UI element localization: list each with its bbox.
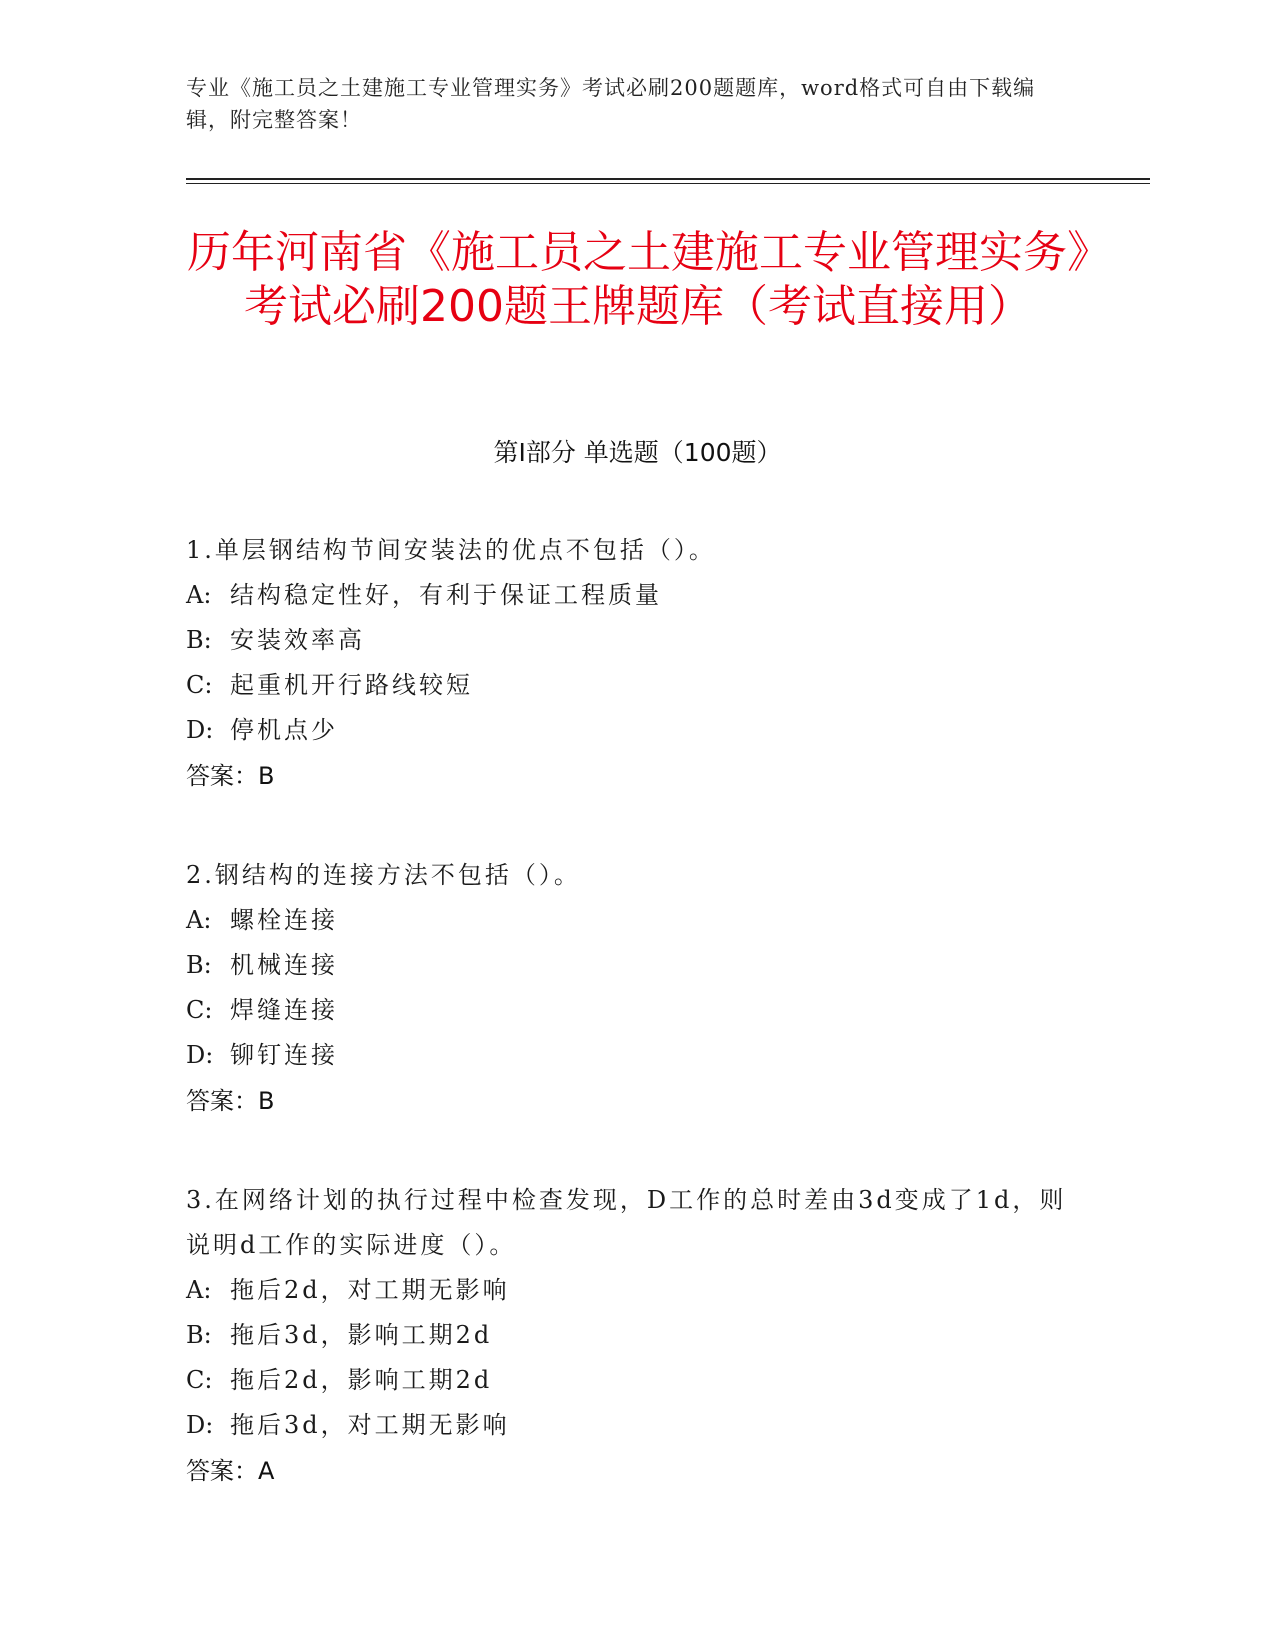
option-d (186, 1033, 1086, 1078)
question-1 (186, 528, 1086, 799)
question-stem: 1.单层钢结构节间安装法的优点不包括（）。 (186, 536, 716, 564)
option-key: C: (186, 996, 213, 1024)
option-c (186, 1358, 1086, 1403)
option-d (186, 708, 1086, 753)
option-c (186, 988, 1086, 1033)
option-c (186, 663, 1086, 708)
option-text: 焊缝连接 (230, 996, 338, 1024)
question-stem: 2.钢结构的连接方法不包括（）。 (186, 861, 581, 889)
option-a (186, 898, 1086, 943)
answer: 答案：B (186, 762, 275, 790)
option-key: A: (186, 581, 212, 609)
option-text: 停机点少 (230, 716, 338, 744)
option-a (186, 1268, 1086, 1313)
section-title: 第Ⅰ部分 单选题（100题） (493, 438, 782, 467)
answer: 答案：B (186, 1087, 275, 1115)
question-3 (186, 1178, 1086, 1494)
option-key: C: (186, 1366, 213, 1394)
option-key: D: (186, 716, 214, 744)
option-text: 安装效率高 (230, 626, 365, 654)
option-text: 拖后2d，对工期无影响 (230, 1276, 510, 1304)
option-key: D: (186, 1411, 214, 1439)
option-b (186, 618, 1086, 663)
option-key: B: (186, 1321, 212, 1349)
header-note: 专业《施工员之土建施工专业管理实务》考试必刷200题题库，word格式可自由下载编辑，附完整答案！ (186, 76, 1036, 132)
option-key: C: (186, 671, 213, 699)
option-key: B: (186, 951, 212, 979)
option-text: 拖后3d，对工期无影响 (230, 1411, 510, 1439)
option-text: 拖后3d，影响工期2d (230, 1321, 493, 1349)
header-rule-thin (186, 183, 1150, 184)
question-stem: 3.在网络计划的执行过程中检查发现，D工作的总时差由3d变成了1d，则说明d工作的实际进度（）。 (186, 1186, 1067, 1259)
option-text: 结构稳定性好，有利于保证工程质量 (230, 581, 662, 609)
option-key: D: (186, 1041, 214, 1069)
option-a (186, 573, 1086, 618)
answer: 答案：A (186, 1457, 275, 1485)
option-key: B: (186, 626, 212, 654)
option-text: 螺栓连接 (230, 906, 338, 934)
question-2 (186, 853, 1086, 1124)
option-key: A: (186, 1276, 212, 1304)
option-b (186, 943, 1086, 988)
option-key: A: (186, 906, 212, 934)
option-text: 机械连接 (230, 951, 338, 979)
option-text: 起重机开行路线较短 (230, 671, 473, 699)
question-list (186, 528, 1086, 1548)
option-text: 铆钉连接 (230, 1041, 338, 1069)
option-d (186, 1403, 1086, 1448)
header-rule-thick (186, 178, 1150, 180)
option-b (186, 1313, 1086, 1358)
document-title: 历年河南省《施工员之土建施工专业管理实务》考试必刷200题王牌题库（考试直接用） (187, 227, 1089, 332)
option-text: 拖后2d，影响工期2d (230, 1366, 493, 1394)
